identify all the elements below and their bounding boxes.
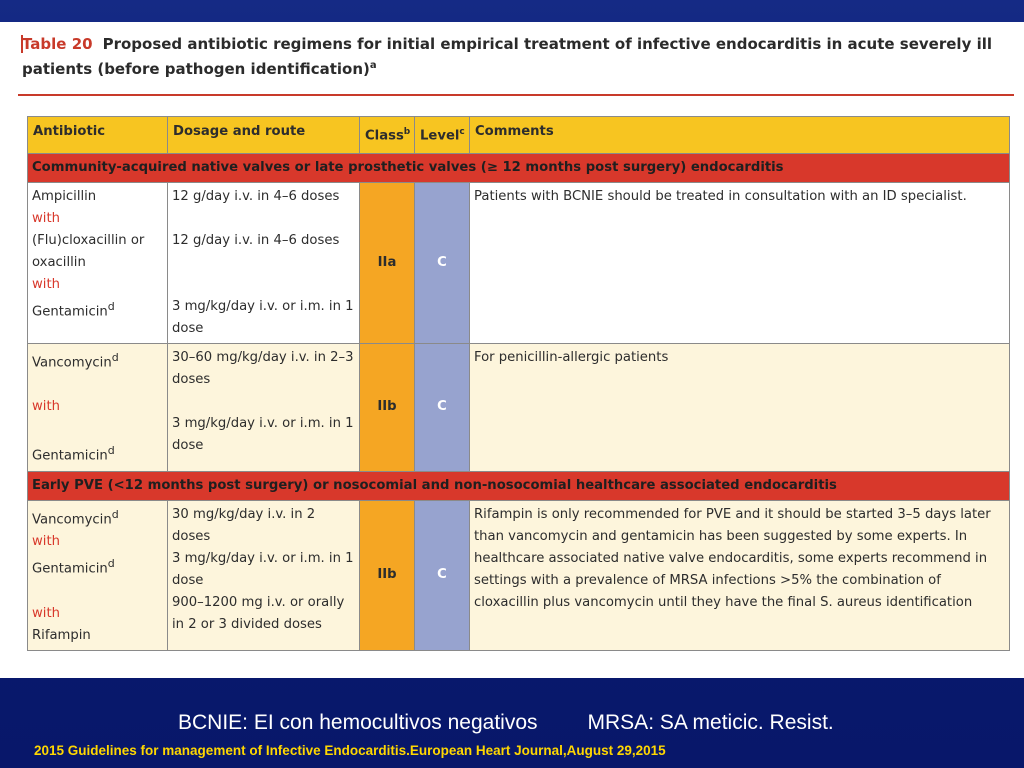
level-cell: C [415, 183, 470, 344]
source-citation: 2015 Guidelines for management of Infective Endocarditis.European Heart Journal,August 29,2015 [34, 743, 666, 758]
table-row [28, 344, 1010, 472]
level-cell: C [415, 500, 470, 650]
table-row [28, 500, 1010, 650]
title-divider [18, 94, 1014, 96]
section-row-early-pve [28, 471, 1010, 500]
table-row [28, 183, 1010, 344]
antibiotic-cell: Vancomycin$^d$ with Gentamicin$^d$ [28, 344, 168, 472]
comment-cell: Rifampin is only recommended for PVE and it should be started 3–5 days later than vancomycin and gentamicin has been suggested by some experts. In healthcare associated native valve endocarditis, some experts recommend in settings with a prevalence of MRSA infections >5% the combination of cloxacillin plus vancomycin until they have the final S. aureus identification [470, 500, 1010, 650]
table-label: Table 20 [22, 35, 93, 53]
class-cell: IIa [360, 183, 415, 344]
header-antibiotic: Antibiotic [28, 117, 168, 154]
comment-cell: For penicillin-allergic patients [470, 344, 1010, 472]
dosage-cell: 12 g/day i.v. in 4–6 doses 12 g/day i.v. in 4–6 doses 3 mg/kg/day i.v. or i.m. in 1 dose [168, 183, 360, 344]
abbreviation-notes [178, 711, 834, 735]
level-cell: C [415, 344, 470, 472]
table-title [22, 33, 1012, 80]
title-footnote-marker: a [369, 60, 377, 71]
regimens-table [27, 116, 1010, 651]
comment-cell: Patients with BCNIE should be treated in consultation with an ID specialist. [470, 183, 1010, 344]
note-bcnie: BCNIE: EI con hemocultivos negativos [178, 711, 538, 734]
dosage-cell: 30–60 mg/kg/day i.v. in 2–3 doses 3 mg/kg/day i.v. or i.m. in 1 dose [168, 344, 360, 472]
header-comments: Comments [470, 117, 1010, 154]
section-community-label: Community-acquired native valves or late prosthetic valves (≥ 12 months post surgery) endocarditis [28, 154, 1010, 183]
section-row-community [28, 154, 1010, 183]
section-early-pve-label: Early PVE (<12 months post surgery) or nosocomial and non-nosocomial healthcare associated endocarditis [28, 471, 1010, 500]
table-header-row [28, 117, 1010, 154]
antibiotic-cell: Vancomycin$^d$ with Gentamicin$^d$ with Rifampin [28, 500, 168, 650]
table-title-text: Proposed antibiotic regimens for initial empirical treatment of infective endocarditis in acute severely ill patients (before pathogen identification) [22, 35, 992, 78]
regimens-table-container [27, 116, 1009, 651]
note-mrsa: MRSA: SA meticic. Resist. [587, 711, 834, 734]
antibiotic-cell: Ampicillin with (Flu)cloxacillin or oxacillin with Gentamicin$^d$ [28, 183, 168, 344]
header-class: Class$^b$ [360, 117, 415, 154]
header-dosage: Dosage and route [168, 117, 360, 154]
dosage-cell: 30 mg/kg/day i.v. in 2 doses 3 mg/kg/day i.v. or i.m. in 1 dose 900–1200 mg i.v. or orally in 2 or 3 divided doses [168, 500, 360, 650]
class-cell: IIb [360, 500, 415, 650]
header-level: Level$^c$ [415, 117, 470, 154]
class-cell: IIb [360, 344, 415, 472]
